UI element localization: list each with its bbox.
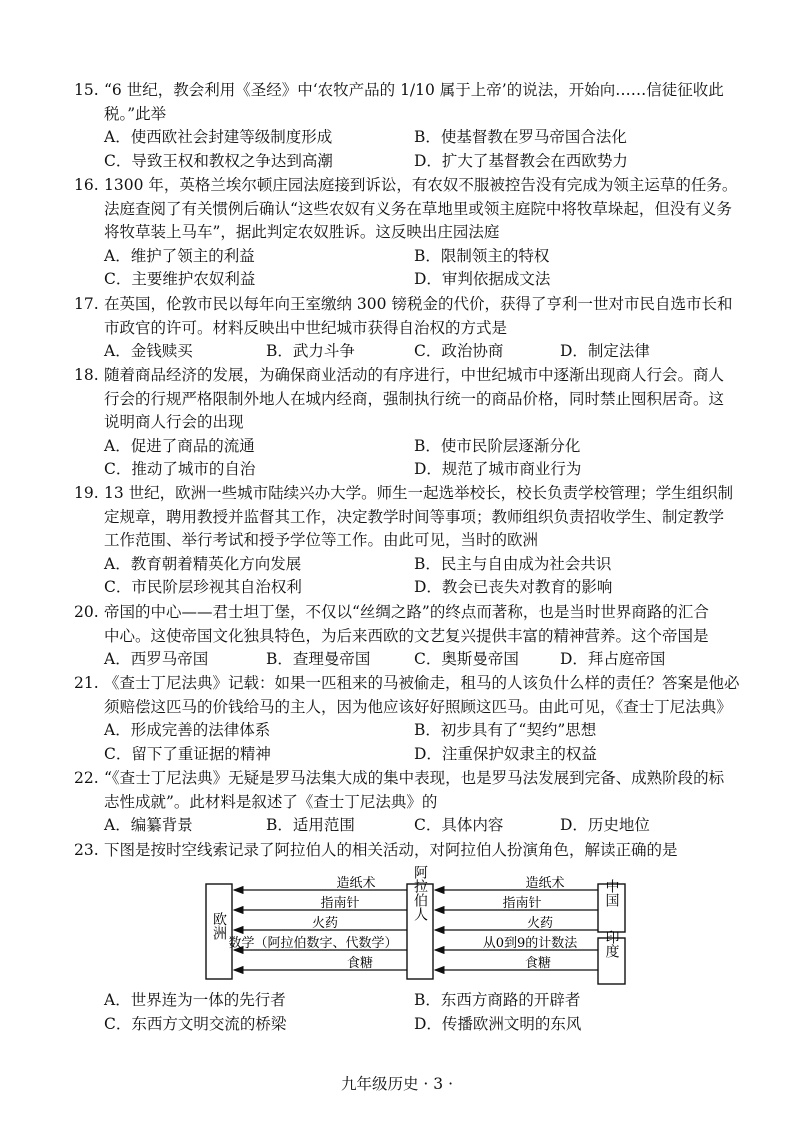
stem-line: 下图是按时空线索记录了阿拉伯人的相关活动，对阿拉伯人扮演角色，解读正确的是 xyxy=(104,841,678,859)
option-c: C．奥斯曼帝国 xyxy=(414,650,519,669)
option-d: D．注重保护奴隶主的权益 xyxy=(414,744,597,763)
option-b: B．初步具有了“契约”思想 xyxy=(414,721,597,740)
europe-box xyxy=(206,884,232,979)
option-c: C．推动了城市的自治 xyxy=(104,460,256,479)
stem-line: 将牧草装上马车”，据此判定农奴胜诉。这反映出庄园法庭 xyxy=(104,223,500,242)
page-footer: 九年级历史 · 3 · xyxy=(341,1075,453,1093)
stem-line: 工作范围、举行考试和授予学位等工作。由此可见，当时的欧洲 xyxy=(104,531,539,550)
question-number: 21. xyxy=(74,674,99,692)
stem-line: 行会的行规严格限制外地人在城内经商，强制执行统一的商品价格，同时禁止囤积居奇。这 xyxy=(104,389,725,408)
option-b: B．民主与自由成为社会共识 xyxy=(414,554,612,573)
right-label-gunpowder: 火药 xyxy=(526,916,554,931)
arab-box xyxy=(407,884,433,979)
option-d: D．审判依据成文法 xyxy=(414,270,551,289)
question-16 xyxy=(74,174,764,292)
stem-line: 市政官的许可。材料反映出中世纪城市获得自治权的方式是 xyxy=(104,318,508,337)
option-c: C．市民阶层珍视其自治权利 xyxy=(104,578,302,597)
option-a: A．形成完善的法律体系 xyxy=(104,721,271,740)
question-23 xyxy=(74,839,764,863)
option-d: D．制定法律 xyxy=(560,342,650,361)
option-d: D．历史地位 xyxy=(560,816,650,835)
option-a: A．西罗马帝国 xyxy=(104,650,209,669)
left-label-gunpowder: 火药 xyxy=(311,916,339,931)
option-b: B．使基督教在罗马帝国合法化 xyxy=(414,128,627,147)
question-number: 23. xyxy=(74,841,99,859)
stem-line: 在英国，伦敦市民以每年向王室缴纳 300 镑税金的代价，获得了亨利一世对市民自选市长和 xyxy=(104,295,733,313)
option-a: A．教育朝着精英化方向发展 xyxy=(104,554,302,573)
question-23-options xyxy=(104,989,764,1036)
option-b: B．查理曼帝国 xyxy=(266,650,371,669)
right-label-compass: 指南针 xyxy=(502,896,542,911)
option-c: C．留下了重证据的精神 xyxy=(104,744,271,763)
option-b: B．使市民阶层逐渐分化 xyxy=(414,436,581,455)
stem-line: 随着商品经济的发展，为确保商业活动的有序进行，中世纪城市中逐渐出现商人行会。商人 xyxy=(104,366,725,384)
left-label-compass: 指南针 xyxy=(320,896,360,911)
option-c: C．主要维护农奴利益 xyxy=(104,270,256,289)
right-label-numerals: 从0到9的计数法 xyxy=(482,936,578,951)
question-number: 19. xyxy=(74,484,99,502)
stem-line: 定规章，聘用教授并监督其工作，决定教学时间等事项；教师组织负责招收学生、制定教学 xyxy=(104,507,725,526)
question-number: 15. xyxy=(74,81,99,99)
question-18 xyxy=(74,364,764,482)
option-d: D．规范了城市商业行为 xyxy=(414,460,582,479)
left-label-paper: 造纸术 xyxy=(336,876,376,891)
option-b: B．适用范围 xyxy=(266,816,355,835)
stem-line: 税。”此举 xyxy=(104,104,167,123)
question-22 xyxy=(74,767,764,838)
option-b: B．限制领主的特权 xyxy=(414,246,550,265)
option-d: D．教会已丧失对教育的影响 xyxy=(414,578,613,597)
question-15 xyxy=(74,79,764,173)
stem-line: 《查士丁尼法典》记载：如果一匹租来的马被偷走，租马的人该负什么样的责任？答案是他必 xyxy=(104,674,740,692)
question-20 xyxy=(74,601,764,672)
stem-line: “6 世纪，教会利用《圣经》中‘农牧产品的 1/10 属于上帝’的说法，开始向……信徒征收此 xyxy=(104,81,724,99)
option-c: C．具体内容 xyxy=(414,816,504,835)
option-a: A．金钱赎买 xyxy=(104,342,193,361)
question-19 xyxy=(74,482,764,600)
left-label-sugar: 食糖 xyxy=(346,956,374,971)
option-a: A．促进了商品的流通 xyxy=(104,436,255,455)
stem-line: “《查士丁尼法典》无疑是罗马法集大成的集中表现，也是罗马法发展到完备、成熟阶段的标 xyxy=(104,769,725,787)
right-label-sugar: 食糖 xyxy=(524,956,552,971)
option-b: B．东西方商路的开辟者 xyxy=(414,991,581,1009)
question-number: 22. xyxy=(74,769,99,787)
question-number: 20. xyxy=(74,603,99,621)
india-label: 印度 xyxy=(603,930,620,958)
right-label-paper: 造纸术 xyxy=(525,876,565,891)
arab-label: 阿拉伯人 xyxy=(412,865,428,921)
option-c: C．东西方文明交流的桥梁 xyxy=(104,1014,287,1033)
stem-line: 须赔偿这匹马的价钱给马的主人，因为他应该好好照顾这匹马。由此可见，《查士丁尼法典》 xyxy=(104,697,732,716)
option-a: A．维护了领主的利益 xyxy=(104,246,255,265)
question-number: 18. xyxy=(74,366,99,384)
stem-line: 13 世纪，欧洲一些城市陆续兴办大学。师生一起选举校长，校长负责学校管理；学生组织制 xyxy=(104,484,734,502)
china-label: 中国 xyxy=(603,879,620,907)
stem-line: 志性成就”。此材料是叙述了《查士丁尼法典》的 xyxy=(104,792,438,811)
question-number: 16. xyxy=(74,176,99,194)
option-d: D．拜占庭帝国 xyxy=(560,650,666,669)
option-c: C．导致王权和教权之争达到高潮 xyxy=(104,151,333,170)
left-label-math: 数学（阿拉伯数字、代数学） xyxy=(228,936,398,951)
stem-line: 帝国的中心——君士坦丁堡，不仅以“丝绸之路”的终点而著称，也是当时世界商路的汇合 xyxy=(104,603,709,621)
question-21 xyxy=(74,672,764,766)
option-c: C．政治协商 xyxy=(414,342,504,361)
option-a: A．编纂背景 xyxy=(104,816,193,835)
china-box xyxy=(598,884,625,932)
stem-line: 法庭查阅了有关惯例后确认“这些农奴有义务在草地里或领主庭院中将牧草垛起，但没有义务 xyxy=(104,199,732,218)
stem-line: 说明商人行会的出现 xyxy=(104,413,244,432)
option-a: A．世界连为一体的先行者 xyxy=(104,991,286,1009)
stem-line: 1300 年，英格兰埃尔顿庄园法庭接到诉讼，有农奴不服被控告没有完成为领主运草的任务。 xyxy=(104,176,738,194)
question-number: 17. xyxy=(74,295,99,313)
option-b: B．武力斗争 xyxy=(266,342,355,361)
europe-label: 欧洲 xyxy=(211,912,227,940)
question-17 xyxy=(74,293,764,364)
option-a: A．使西欧社会封建等级制度形成 xyxy=(104,128,333,147)
india-box xyxy=(598,938,625,984)
option-d: D．扩大了基督教会在西欧势力 xyxy=(414,151,628,170)
option-d: D．传播欧洲文明的东风 xyxy=(414,1014,582,1033)
stem-line: 中心。这使帝国文化独具特色，为后来西欧的文艺复兴提供丰富的精神营养。这个帝国是 xyxy=(104,626,709,645)
